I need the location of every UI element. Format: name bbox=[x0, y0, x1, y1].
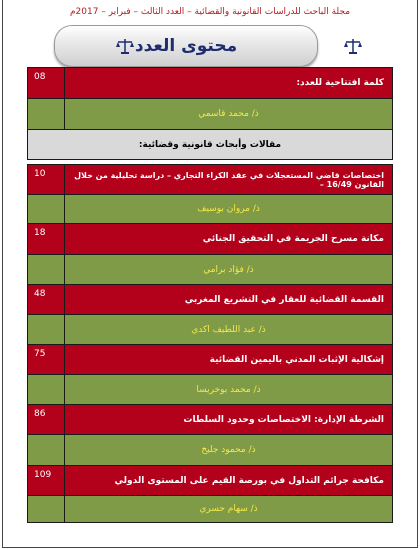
scales-of-justice-icon bbox=[343, 37, 363, 55]
entry-title: مكافحة جرائم التداول في بورصة القيم على المستوى الدولي bbox=[65, 466, 393, 496]
author-row bbox=[28, 315, 393, 345]
entry-title: كلمة افتتاحية للعدد: bbox=[65, 68, 393, 99]
author-row bbox=[28, 255, 393, 285]
author-row bbox=[28, 496, 393, 523]
entry-title: القسمة القضائية للعقار في التشريع المغربي bbox=[65, 285, 393, 315]
banner-title: محتوى العدد bbox=[134, 36, 238, 56]
section-title: مقالات وأبحاث قانونية وقضائية: bbox=[28, 130, 393, 160]
toc-row bbox=[28, 165, 393, 195]
toc-banner bbox=[54, 25, 318, 67]
author-row bbox=[28, 375, 393, 405]
page-number: 10 bbox=[28, 165, 65, 195]
journal-header: مجلة الباحث للدراسات القانونية والقضائية – العدد الثالث – فبراير – 2017م bbox=[69, 7, 351, 17]
toc-row bbox=[28, 285, 393, 315]
section-row bbox=[28, 130, 393, 160]
page-number: 48 bbox=[28, 285, 65, 315]
toc-row bbox=[28, 224, 393, 255]
entry-author: ذ/ عبد اللطيف اكدي bbox=[65, 315, 393, 345]
author-row bbox=[28, 195, 393, 224]
toc-row-opening bbox=[28, 68, 393, 99]
toc-row bbox=[28, 345, 393, 375]
entry-author: ذ/ محمود جليخ bbox=[65, 435, 393, 466]
page-number: 18 bbox=[28, 224, 65, 255]
entry-title: مكانة مسرح الجريمة في التحقيق الجنائي bbox=[65, 224, 393, 255]
toc-table bbox=[27, 67, 393, 523]
page-number: 86 bbox=[28, 405, 65, 435]
author-row bbox=[28, 435, 393, 466]
entry-title: اختصاصات قاضي المستعجلات في عقد الكراء التجاري – دراسة تحليلية من خلال القانون 16/49 – bbox=[65, 165, 393, 195]
entry-title: الشرطة الإدارة: الاختصاصات وحدود السلطات bbox=[65, 405, 393, 435]
page-number: 109 bbox=[28, 466, 65, 496]
entry-author: ذ/ سهام حسري bbox=[65, 496, 393, 523]
page-number: 75 bbox=[28, 345, 65, 375]
entry-author: ذ/ مروان بوسيف bbox=[65, 195, 393, 224]
entry-author: ذ/ محمد قاسمي bbox=[65, 99, 393, 130]
entry-title: إشكالية الإثبات المدني باليمين القضائية bbox=[65, 345, 393, 375]
page-number: 08 bbox=[28, 68, 65, 99]
author-row-opening bbox=[28, 99, 393, 130]
toc-row bbox=[28, 405, 393, 435]
toc-row bbox=[28, 466, 393, 496]
entry-author: ذ/ فؤاد برامي bbox=[65, 255, 393, 285]
entry-author: ذ/ محمد بوخريسا bbox=[65, 375, 393, 405]
